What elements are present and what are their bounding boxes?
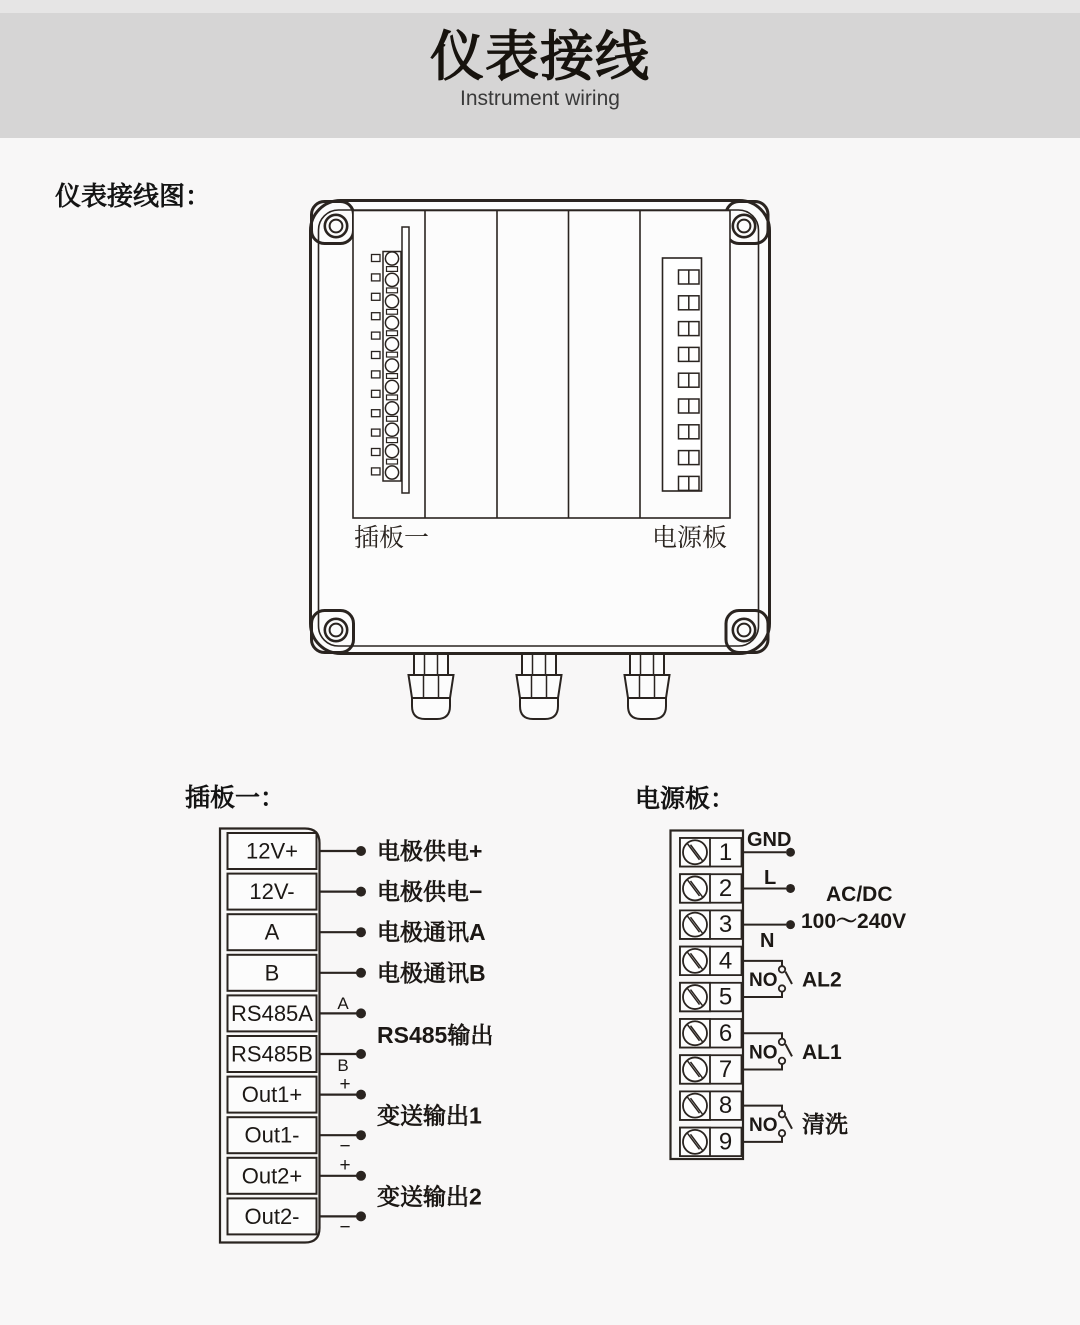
power-board-diagram bbox=[640, 815, 980, 1175]
terminal-number: 7 bbox=[718, 1055, 733, 1083]
terminal-number: 1 bbox=[718, 838, 733, 866]
terminal-cell-label: Out2- bbox=[244, 1203, 300, 1229]
terminal-cell-label: Out2+ bbox=[241, 1163, 303, 1189]
power-board-heading: 电源板： bbox=[635, 785, 736, 813]
cable-gland bbox=[517, 654, 562, 719]
wire-label: 电极供电− bbox=[377, 878, 483, 905]
relay-circuit-label: 清洗 bbox=[802, 1111, 848, 1137]
switch-blade bbox=[785, 1044, 792, 1056]
terminal-number: 4 bbox=[718, 947, 733, 975]
no-contact-label: NO bbox=[749, 1042, 778, 1064]
terminal-cell-label: Out1- bbox=[244, 1122, 300, 1148]
top-strip bbox=[0, 0, 1080, 13]
out1-minus-mark: − bbox=[339, 1136, 351, 1157]
relay-al2 bbox=[743, 961, 842, 997]
terminal-number: 6 bbox=[718, 1019, 733, 1047]
power-strip-contacts bbox=[679, 270, 700, 490]
cable-gland bbox=[625, 654, 670, 719]
device-power-board-label: 电源板 bbox=[652, 525, 728, 552]
power-supply-wires bbox=[743, 829, 906, 952]
no-contact-label: NO bbox=[749, 970, 778, 991]
wire-label: 电极通讯A bbox=[377, 919, 486, 946]
device-plug-board-label: 插板一 bbox=[354, 525, 430, 552]
out1-plus-mark: + bbox=[339, 1074, 351, 1095]
group-label: RS485输出 bbox=[377, 1022, 494, 1048]
relay-al1 bbox=[743, 1033, 842, 1069]
rs485-b-mark: B bbox=[337, 1056, 349, 1075]
cable-gland bbox=[409, 654, 454, 719]
power-board-terminal-strip bbox=[663, 258, 702, 491]
page-header bbox=[0, 13, 1080, 138]
terminal-number: 3 bbox=[718, 911, 733, 939]
switch-blade bbox=[785, 1116, 792, 1128]
relay-clean bbox=[743, 1106, 848, 1142]
relay-circuit-label: AL2 bbox=[802, 968, 842, 992]
terminal-number: 8 bbox=[718, 1092, 733, 1120]
terminal-cell-label: RS485B bbox=[231, 1041, 313, 1067]
rs485-a-mark: A bbox=[337, 994, 349, 1013]
page-subtitle: Instrument wiring bbox=[460, 87, 620, 110]
group-label: 变送输出1 bbox=[377, 1102, 482, 1129]
page-title: 仪表接线 bbox=[430, 27, 650, 87]
terminal-cell-label: RS485A bbox=[231, 1000, 313, 1026]
terminal-cell-label: Out1+ bbox=[241, 1082, 303, 1108]
plug-board-diagram bbox=[180, 815, 600, 1280]
power-terminal-cells bbox=[680, 838, 742, 1156]
terminal-cell-label: 12V- bbox=[249, 879, 295, 905]
switch-blade bbox=[785, 972, 792, 984]
plug-terminal-cells bbox=[228, 833, 317, 1234]
terminal-cell-label: B bbox=[264, 960, 280, 986]
gnd-label: GND bbox=[747, 829, 792, 851]
intro-label: 仪表接线图： bbox=[55, 181, 212, 211]
line-label: L bbox=[764, 867, 777, 889]
terminal-number: 9 bbox=[718, 1128, 733, 1156]
terminal-cell-label: 12V+ bbox=[246, 838, 298, 864]
out2-plus-mark: + bbox=[339, 1155, 351, 1176]
supply-voltage-label: 100～240V bbox=[801, 910, 907, 933]
no-contact-label: NO bbox=[749, 1115, 778, 1136]
out2-minus-mark: − bbox=[339, 1217, 351, 1238]
device-enclosure-drawing bbox=[300, 190, 790, 730]
neutral-label: N bbox=[760, 930, 775, 952]
supply-type-label: AC/DC bbox=[826, 883, 893, 906]
relay-circuit-label: AL1 bbox=[802, 1041, 842, 1064]
group-label: 变送输出2 bbox=[377, 1183, 482, 1210]
plug-board-heading: 插板一： bbox=[185, 784, 286, 812]
wire-label: 电极通讯B bbox=[377, 959, 486, 986]
wire-label: 电极供电+ bbox=[377, 838, 483, 864]
terminal-number: 2 bbox=[718, 874, 733, 902]
terminal-cell-label: A bbox=[264, 919, 280, 945]
terminal-number: 5 bbox=[718, 983, 733, 1011]
